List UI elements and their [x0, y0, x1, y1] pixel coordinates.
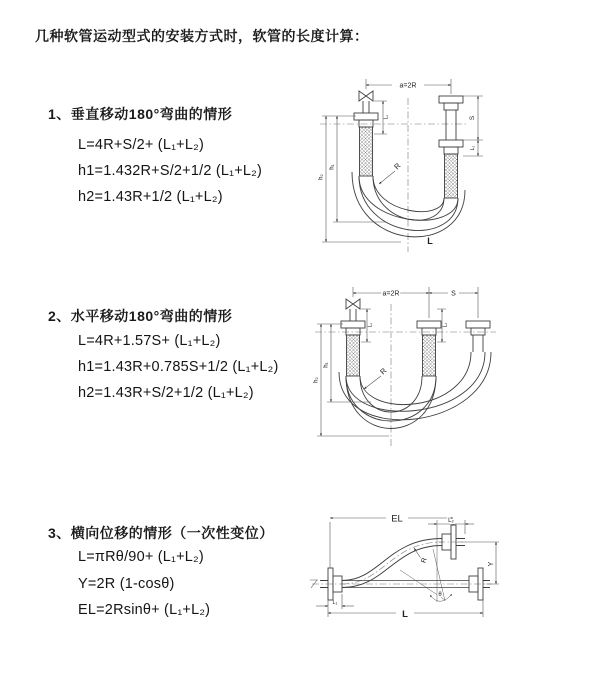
braid-hatch: [445, 154, 458, 198]
dim-label-h2: h₂: [313, 377, 320, 383]
dim-label-r: R: [378, 366, 389, 377]
dim-label-h2: h₂: [318, 174, 325, 180]
section-1-heading: 1、垂直移动180°弯曲的情形: [48, 106, 233, 122]
valve-icon: [359, 91, 373, 101]
section-1-formula-h1: h1=1.432R+S/2+1/2 (L₁+L₂): [78, 163, 263, 179]
section-3-heading: 3、横向位移的情形（一次性变位）: [48, 525, 274, 541]
dim-label-l: L: [427, 236, 433, 246]
dim-label-a2r: a=2R: [399, 82, 417, 90]
dim-label-l: L: [402, 609, 408, 620]
dim-label-l2: L₂: [448, 518, 454, 524]
section-2-formula-L: L=4R+1.57S+ (L₁+L₂): [78, 333, 221, 349]
section-3-formula-L: L=πRθ/90+ (L₁+L₂): [78, 549, 204, 565]
diagram-lateral-displacement: [300, 498, 505, 648]
dimension-lines: [316, 518, 499, 617]
dim-label-l1: L₁: [332, 600, 338, 606]
section-3-formula-Y: Y=2R (1-cosθ): [78, 576, 175, 592]
dimension-labels: [333, 514, 495, 621]
section-1-formula-L: L=4R+S/2+ (L₁+L₂): [78, 137, 204, 153]
dim-label-l2: L₂: [470, 145, 476, 151]
left-pipe-assembly: [354, 91, 378, 176]
hose-curves: [339, 352, 491, 429]
section-3-formula-EL: EL=2Rsinθ+ (L₁+L₂): [78, 602, 211, 618]
dim-label-l1: L₁: [367, 322, 374, 328]
valve-icon: [346, 299, 360, 309]
braid-hatch: [347, 335, 360, 376]
diagram-horizontal-180-bend: [301, 280, 576, 460]
section-2-formula-h2: h2=1.43R+S/2+1/2 (L₁+L₂): [78, 385, 254, 401]
dim-label-s: S: [451, 290, 456, 298]
dim-label-theta: θ: [438, 592, 442, 598]
left-pipe-assembly: [341, 299, 365, 376]
dim-label-l2: L₂: [442, 322, 449, 328]
page-title: 几种软管运动型式的安装方式时，软管的长度计算：: [35, 28, 369, 44]
displaced-pipe-assembly: [466, 321, 490, 352]
dim-label-h1: h₁: [323, 362, 330, 368]
right-pipe-assembly: [439, 96, 463, 198]
dim-label-r: R: [420, 556, 429, 565]
dim-label-r: R: [392, 161, 403, 172]
braid-hatch: [360, 127, 373, 176]
dim-label-el: EL: [391, 513, 403, 525]
diagram-vertical-180-bend: [306, 72, 571, 257]
dim-label-l1: L₁: [383, 114, 390, 120]
radius-leader: [364, 376, 381, 389]
section-1-formula-h2: h2=1.43R+1/2 (L₁+L₂): [78, 189, 223, 205]
radius-leader: [379, 171, 395, 184]
dim-label-s: S: [469, 115, 476, 121]
section-2-heading: 2、水平移动180°弯曲的情形: [48, 308, 233, 324]
dim-label-y: Y: [488, 561, 495, 567]
dimension-lines: [317, 287, 478, 436]
braid-hatch: [423, 335, 436, 376]
section-2-formula-h1: h1=1.43R+0.785S+1/2 (L₁+L₂): [78, 359, 279, 375]
dim-label-h1: h₁: [329, 164, 336, 170]
middle-pipe-assembly: [417, 321, 441, 376]
dim-label-a2r: a=2R: [382, 290, 400, 298]
